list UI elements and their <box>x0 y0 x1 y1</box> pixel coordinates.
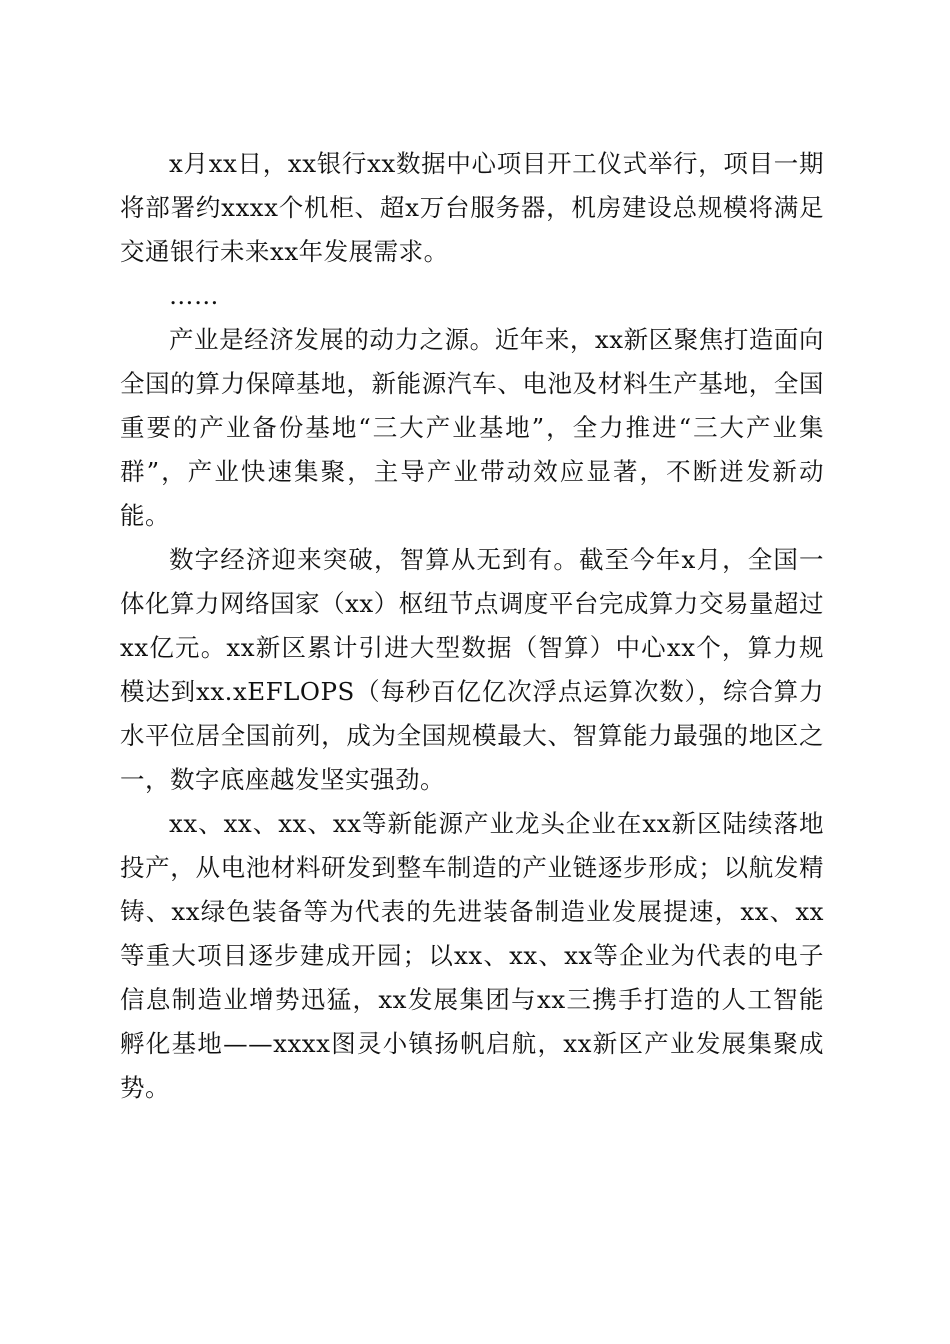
paragraph-industry-overview: 产业是经济发展的动力之源。近年来，xx新区聚焦打造面向全国的算力保障基地，新能源汽车、电池及材料生产基地，全国重要的产业备份基地“三大产业基地”，全力推进“三大产业集群”，产业快速集聚，主导产业带动效应显著，不断迸发新动能。 <box>120 325 824 530</box>
paragraph-project-ceremony: x月xx日，xx银行xx数据中心项目开工仪式举行，项目一期将部署约xxxx个机柜、超x万台服务器，机房建设总规模将满足交通银行未来xx年发展需求。 <box>120 149 824 266</box>
paragraph-ellipsis: …… <box>169 281 219 310</box>
document-body <box>120 142 824 1110</box>
paragraph-digital-economy: 数字经济迎来突破，智算从无到有。截至今年x月，全国一体化算力网络国家（xx）枢纽节点调度平台完成算力交易量超过xx亿元。xx新区累计引进大型数据（智算）中心xx个，算力规模达到xx.xEFLOPS（每秒百亿亿次浮点运算次数），综合算力水平位居全国前列，成为全国规模最大、智算能力最强的地区之一，数字底座越发坚实强劲。 <box>120 545 824 794</box>
paragraph-new-energy-manufacturing: xx、xx、xx、xx等新能源产业龙头企业在xx新区陆续落地投产，从电池材料研发到整车制造的产业链逐步形成；以航发精铸、xx绿色装备等为代表的先进装备制造业发展提速，xx、xx等重大项目逐步建成开园；以xx、xx、xx等企业为代表的电子信息制造业增势迅猛，xx发展集团与xx三携手打造的人工智能孵化基地——xxxx图灵小镇扬帆启航，xx新区产业发展集聚成势。 <box>120 809 824 1102</box>
